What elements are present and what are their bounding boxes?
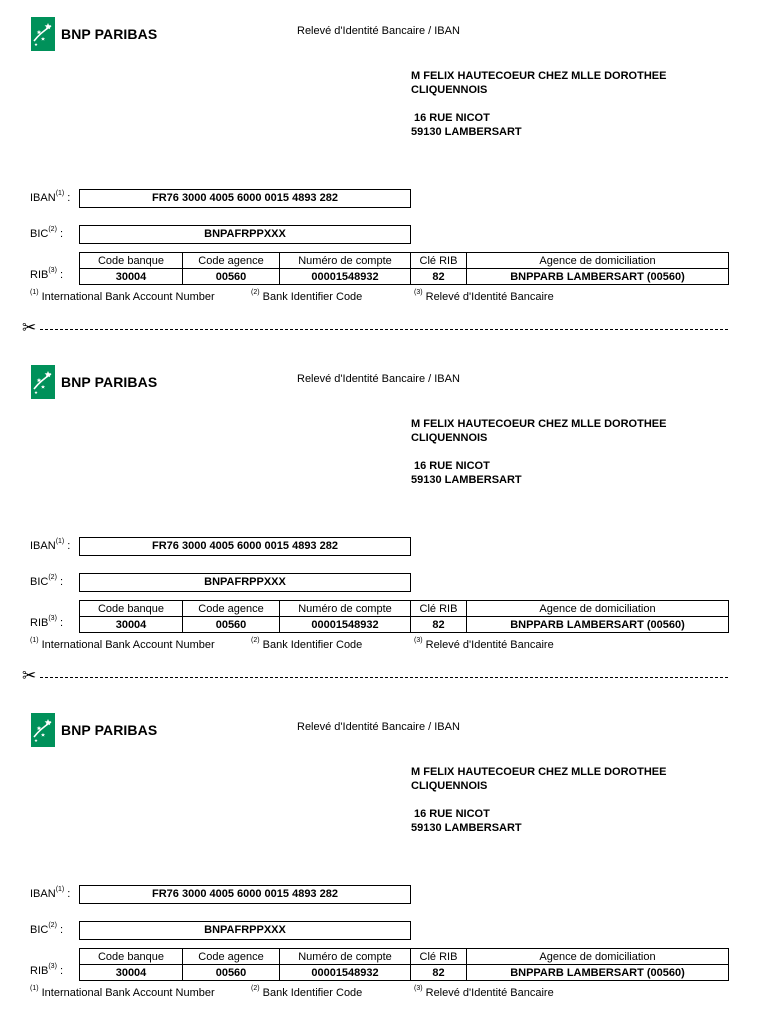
bic-value: BNPAFRPPXXX [79, 573, 411, 592]
rib-values-row [80, 965, 729, 981]
rib-header-row [80, 949, 729, 965]
rib-label-text: RIB [30, 269, 49, 281]
address-city: 59130 LAMBERSART [411, 126, 522, 138]
note-marker: (1) [55, 190, 65, 197]
colon: : [64, 192, 71, 204]
rib-values-row [80, 269, 729, 285]
bnp-stars-logo-icon [31, 365, 55, 399]
iban-value: FR76 3000 4005 6000 0015 4893 282 [79, 885, 411, 904]
account-holder-name: M FELIX HAUTECOEUR CHEZ MLLE DOROTHEE CLIQUENNOIS [411, 418, 667, 444]
footnote-1 [30, 639, 215, 651]
cut-line-separator [22, 666, 728, 685]
colon: : [56, 576, 64, 588]
footnote-text: Relevé d'Identité Bancaire [425, 291, 554, 303]
address-city: 59130 LAMBERSART [411, 474, 522, 486]
note-marker: (3) [414, 289, 423, 296]
bic-label [30, 228, 63, 240]
value-agence-domiciliation: BNPPARB LAMBERSART (00560) [467, 617, 729, 633]
brand-name: BNP PARIBAS [61, 722, 158, 738]
header-numero-compte: Numéro de compte [280, 949, 411, 965]
rib-label [30, 269, 63, 281]
bic-label-text: BIC [30, 576, 49, 588]
bic-label [30, 924, 63, 936]
header-code-agence: Code agence [183, 253, 280, 269]
scissors-icon: ✂ [22, 318, 37, 337]
iban-label [30, 888, 70, 900]
address-street: 16 RUE NICOT [414, 460, 490, 472]
iban-value: FR76 3000 4005 6000 0015 4893 282 [79, 189, 411, 208]
footnotes [30, 987, 750, 1003]
note-marker: (2) [251, 985, 260, 992]
holder-address [411, 807, 711, 835]
note-marker: (1) [55, 886, 65, 893]
note-marker: (3) [48, 615, 57, 622]
bic-label-text: BIC [30, 228, 49, 240]
address-street: 16 RUE NICOT [414, 808, 490, 820]
brand-name: BNP PARIBAS [61, 26, 158, 42]
value-code-agence: 00560 [183, 617, 280, 633]
header-cle-rib: Clé RIB [411, 253, 467, 269]
note-marker: (2) [251, 289, 260, 296]
note-marker: (1) [30, 985, 39, 992]
note-marker: (1) [55, 538, 65, 545]
rib-table [79, 600, 729, 633]
footnote-text: Bank Identifier Code [262, 639, 363, 651]
rib-table [79, 252, 729, 285]
iban-value: FR76 3000 4005 6000 0015 4893 282 [79, 537, 411, 556]
footnote-3 [414, 291, 554, 303]
bic-value: BNPAFRPPXXX [79, 921, 411, 940]
colon: : [56, 269, 64, 281]
note-marker: (3) [48, 267, 57, 274]
rib-slip [0, 348, 768, 696]
footnote-text: Bank Identifier Code [262, 987, 363, 999]
footnote-2 [251, 291, 362, 303]
value-numero-compte: 00001548932 [280, 965, 411, 981]
document-title: Relevé d'Identité Bancaire / IBAN [297, 373, 460, 385]
iban-label [30, 192, 70, 204]
footnote-1 [30, 987, 215, 999]
note-marker: (3) [48, 963, 57, 970]
account-holder-name: M FELIX HAUTECOEUR CHEZ MLLE DOROTHEE CLIQUENNOIS [411, 70, 667, 96]
rib-label [30, 617, 63, 629]
header-cle-rib: Clé RIB [411, 949, 467, 965]
account-holder-name: M FELIX HAUTECOEUR CHEZ MLLE DOROTHEE CLIQUENNOIS [411, 766, 667, 792]
bic-value: BNPAFRPPXXX [79, 225, 411, 244]
colon: : [56, 965, 64, 977]
header-agence-domiciliation: Agence de domiciliation [467, 253, 729, 269]
rib-label-text: RIB [30, 617, 49, 629]
footnote-text: Bank Identifier Code [262, 291, 363, 303]
footnote-text: Relevé d'Identité Bancaire [425, 639, 554, 651]
document-title: Relevé d'Identité Bancaire / IBAN [297, 25, 460, 37]
rib-label [30, 965, 63, 977]
value-code-banque: 30004 [80, 617, 183, 633]
value-code-agence: 00560 [183, 269, 280, 285]
colon: : [64, 888, 71, 900]
address-street: 16 RUE NICOT [414, 112, 490, 124]
rib-label-text: RIB [30, 965, 49, 977]
note-marker: (1) [30, 637, 39, 644]
bnp-stars-logo-icon [31, 17, 55, 51]
footnotes [30, 639, 750, 655]
colon: : [56, 924, 64, 936]
note-marker: (3) [414, 985, 423, 992]
footnote-text: International Bank Account Number [41, 987, 215, 999]
iban-label-text: IBAN [30, 192, 56, 204]
holder-address [411, 111, 711, 139]
scissors-icon: ✂ [22, 666, 37, 685]
colon: : [64, 540, 71, 552]
value-numero-compte: 00001548932 [280, 617, 411, 633]
bnp-paribas-logo [31, 713, 158, 747]
footnote-2 [251, 987, 362, 999]
rib-header-row [80, 601, 729, 617]
brand-name: BNP PARIBAS [61, 374, 158, 390]
rib-slip [0, 696, 768, 1024]
bic-label [30, 576, 63, 588]
note-marker: (2) [48, 226, 57, 233]
value-cle-rib: 82 [411, 965, 467, 981]
footnote-text: International Bank Account Number [41, 639, 215, 651]
header-code-banque: Code banque [80, 601, 183, 617]
value-cle-rib: 82 [411, 269, 467, 285]
note-marker: (2) [48, 574, 57, 581]
dashed-cut-line [40, 677, 728, 678]
rib-values-row [80, 617, 729, 633]
note-marker: (2) [251, 637, 260, 644]
bnp-paribas-logo [31, 17, 158, 51]
iban-label [30, 540, 70, 552]
bic-label-text: BIC [30, 924, 49, 936]
footnote-3 [414, 639, 554, 651]
note-marker: (1) [30, 289, 39, 296]
footnote-1 [30, 291, 215, 303]
header-code-banque: Code banque [80, 949, 183, 965]
cut-line-separator [22, 318, 728, 337]
header-code-agence: Code agence [183, 601, 280, 617]
note-marker: (2) [48, 922, 57, 929]
value-agence-domiciliation: BNPPARB LAMBERSART (00560) [467, 965, 729, 981]
footnotes [30, 291, 750, 307]
header-code-banque: Code banque [80, 253, 183, 269]
value-code-banque: 30004 [80, 269, 183, 285]
header-cle-rib: Clé RIB [411, 601, 467, 617]
footnote-2 [251, 639, 362, 651]
colon: : [56, 617, 64, 629]
rib-header-row [80, 253, 729, 269]
footnote-text: International Bank Account Number [41, 291, 215, 303]
footnote-text: Relevé d'Identité Bancaire [425, 987, 554, 999]
rib-slip [0, 0, 768, 348]
value-code-banque: 30004 [80, 965, 183, 981]
value-code-agence: 00560 [183, 965, 280, 981]
document-title: Relevé d'Identité Bancaire / IBAN [297, 721, 460, 733]
holder-address [411, 459, 711, 487]
note-marker: (3) [414, 637, 423, 644]
header-numero-compte: Numéro de compte [280, 253, 411, 269]
value-agence-domiciliation: BNPPARB LAMBERSART (00560) [467, 269, 729, 285]
bnp-stars-logo-icon [31, 713, 55, 747]
dashed-cut-line [40, 329, 728, 330]
header-code-agence: Code agence [183, 949, 280, 965]
address-city: 59130 LAMBERSART [411, 822, 522, 834]
header-agence-domiciliation: Agence de domiciliation [467, 949, 729, 965]
bnp-paribas-logo [31, 365, 158, 399]
colon: : [56, 228, 64, 240]
value-numero-compte: 00001548932 [280, 269, 411, 285]
iban-label-text: IBAN [30, 888, 56, 900]
value-cle-rib: 82 [411, 617, 467, 633]
header-agence-domiciliation: Agence de domiciliation [467, 601, 729, 617]
rib-table [79, 948, 729, 981]
footnote-3 [414, 987, 554, 999]
header-numero-compte: Numéro de compte [280, 601, 411, 617]
iban-label-text: IBAN [30, 540, 56, 552]
